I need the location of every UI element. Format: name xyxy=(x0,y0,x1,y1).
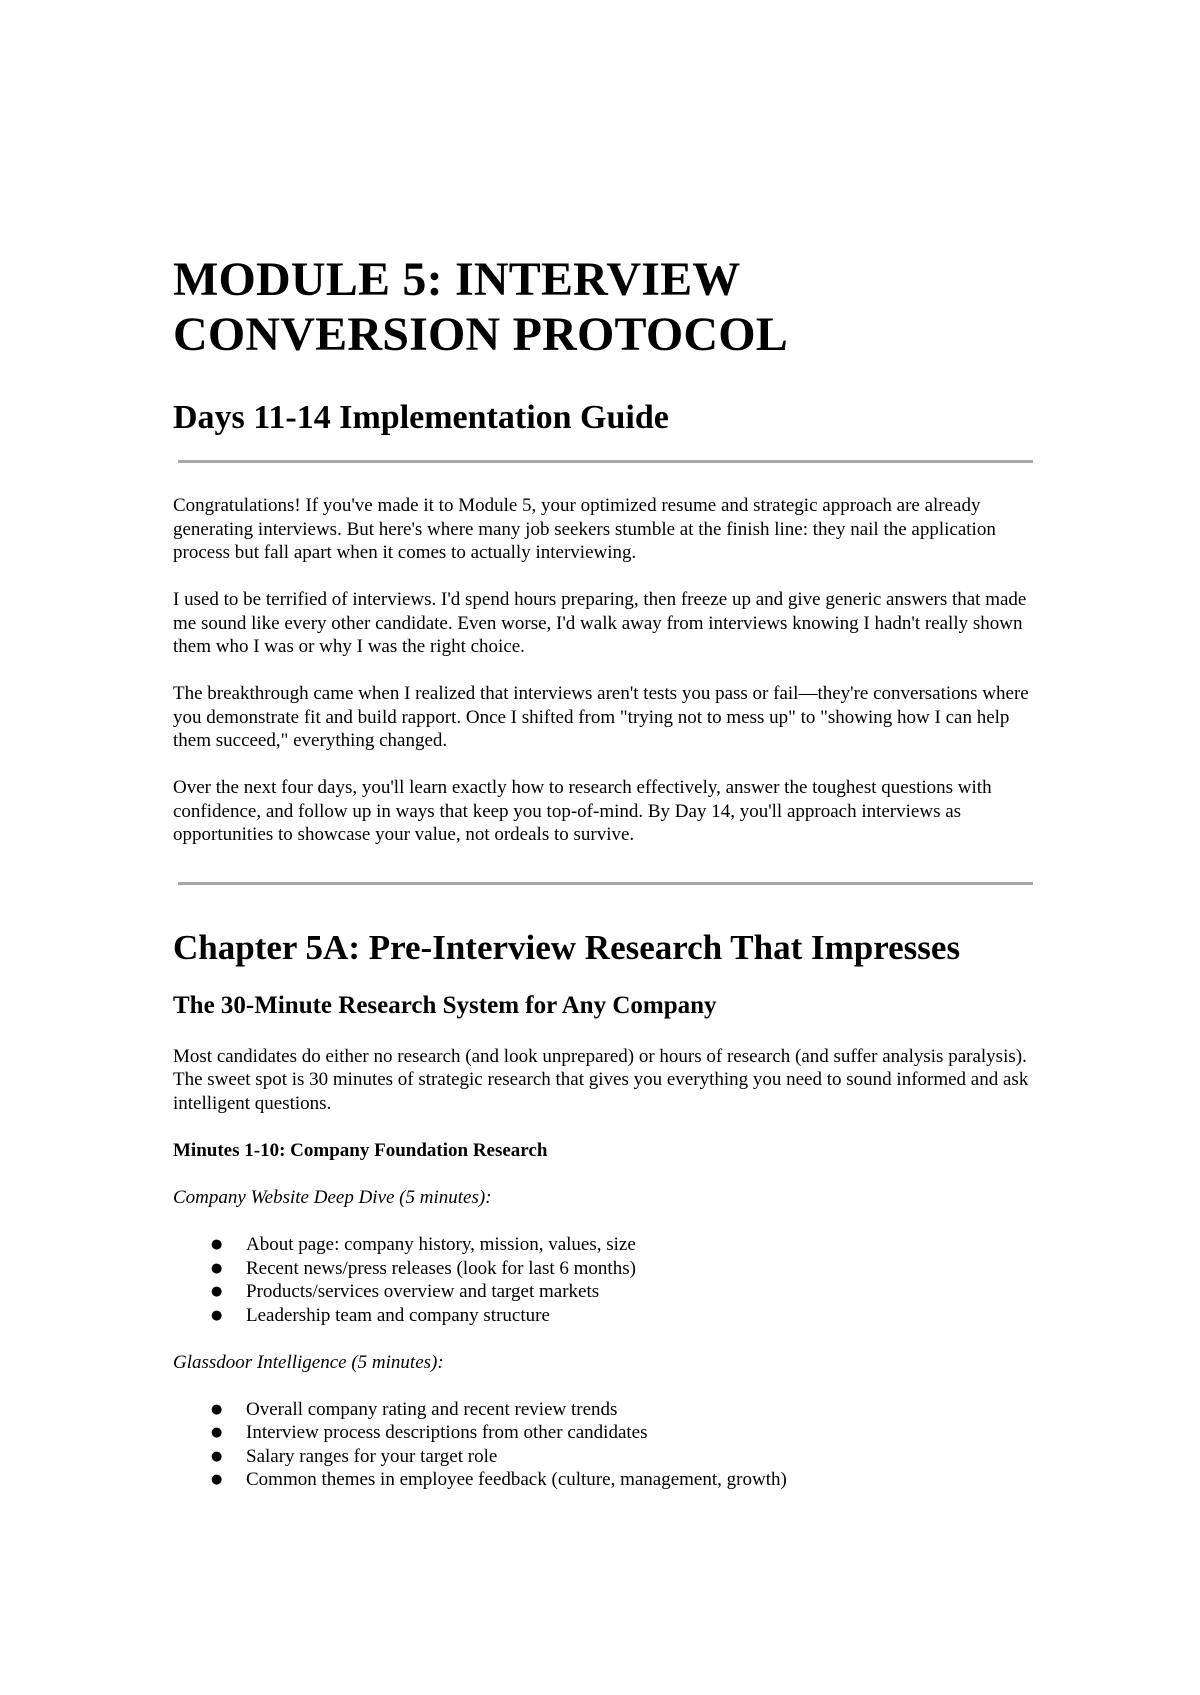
bullet-list xyxy=(173,1233,1033,1327)
intro-paragraph: Congratulations! If you've made it to Module 5, your optimized resume and strategic approach are already generating interviews. But here's where many job seekers stumble at the finish line: they nail the application process but fall apart when it comes to actually interviewing. xyxy=(173,495,996,563)
bullet-icon: ● xyxy=(211,1237,223,1252)
list-item xyxy=(173,1421,1033,1445)
section-title: The 30-Minute Research System for Any Company xyxy=(173,991,717,1019)
intro-paragraph: The breakthrough came when I realized that interviews aren't tests you pass or fail—they're conversations where you demonstrate fit and build rapport. Once I shifted from "trying not to mess up" to "showing how I can help them succeed," everything changed. xyxy=(173,683,1029,751)
chapter-intro-paragraph: Most candidates do either no research (and look unprepared) or hours of research (and suffer analysis paralysis). The sweet spot is 30 minutes of strategic research that gives you everything you need to sound informed and ask intelligent questions. xyxy=(173,1045,1029,1114)
list-item xyxy=(173,1468,1033,1492)
list-item xyxy=(173,1398,1033,1422)
bullet-icon: ● xyxy=(211,1472,223,1487)
group-label: Company Website Deep Dive (5 minutes): xyxy=(173,1187,492,1208)
bullet-icon: ● xyxy=(211,1448,223,1464)
list-item-text: Salary ranges for your target role xyxy=(246,1445,498,1467)
list-item xyxy=(173,1304,1033,1328)
bullet-list xyxy=(173,1398,1033,1492)
intro-paragraph: Over the next four days, you'll learn exactly how to research effectively, answer the toughest questions with confidence, and follow up in ways that keep you top-of-mind. By Day 14, you'll approach interviews as opportunities to showcase your value, not ordeals to survive. xyxy=(173,777,992,845)
bullet-icon: ● xyxy=(211,1401,223,1417)
list-item-text: Recent news/press releases (look for last 6 months) xyxy=(246,1257,636,1279)
document-page xyxy=(173,252,1033,1492)
days-subtitle: Days 11-14 Implementation Guide xyxy=(173,399,669,436)
bullet-icon: ● xyxy=(211,1260,223,1276)
step-heading: Minutes 1-10: Company Foundation Research xyxy=(173,1140,548,1161)
bullet-icon: ● xyxy=(211,1307,223,1323)
list-item-text: Overall company rating and recent review trends xyxy=(246,1398,618,1420)
list-item-text: Common themes in employee feedback (culture, management, growth) xyxy=(246,1469,787,1490)
list-item xyxy=(173,1257,1033,1281)
intro-paragraph: I used to be terrified of interviews. I'd spend hours preparing, then freeze up and give generic answers that made me sound like every other candidate. Even worse, I'd walk away from interviews knowing I hadn't really shown them who I was or why I was the right choice. xyxy=(173,589,1027,657)
chapter-title: Chapter 5A: Pre-Interview Research That Impresses xyxy=(173,927,961,967)
list-item-text: Interview process descriptions from other candidates xyxy=(246,1422,648,1443)
list-item xyxy=(173,1445,1033,1469)
group-label: Glassdoor Intelligence (5 minutes): xyxy=(173,1351,444,1373)
bullet-icon: ● xyxy=(211,1425,223,1440)
horizontal-divider xyxy=(178,460,1033,463)
list-item-text: Products/services overview and target markets xyxy=(246,1281,600,1302)
list-item xyxy=(173,1280,1033,1304)
intro-section xyxy=(173,494,1033,847)
module-title: MODULE 5: INTERVIEW CONVERSION PROTOCOL xyxy=(173,253,789,361)
list-item-text: Leadership team and company structure xyxy=(246,1304,550,1326)
horizontal-divider xyxy=(178,882,1033,885)
bullet-icon: ● xyxy=(211,1284,223,1299)
list-item xyxy=(173,1233,1033,1257)
list-item-text: About page: company history, mission, values, size xyxy=(246,1234,636,1255)
